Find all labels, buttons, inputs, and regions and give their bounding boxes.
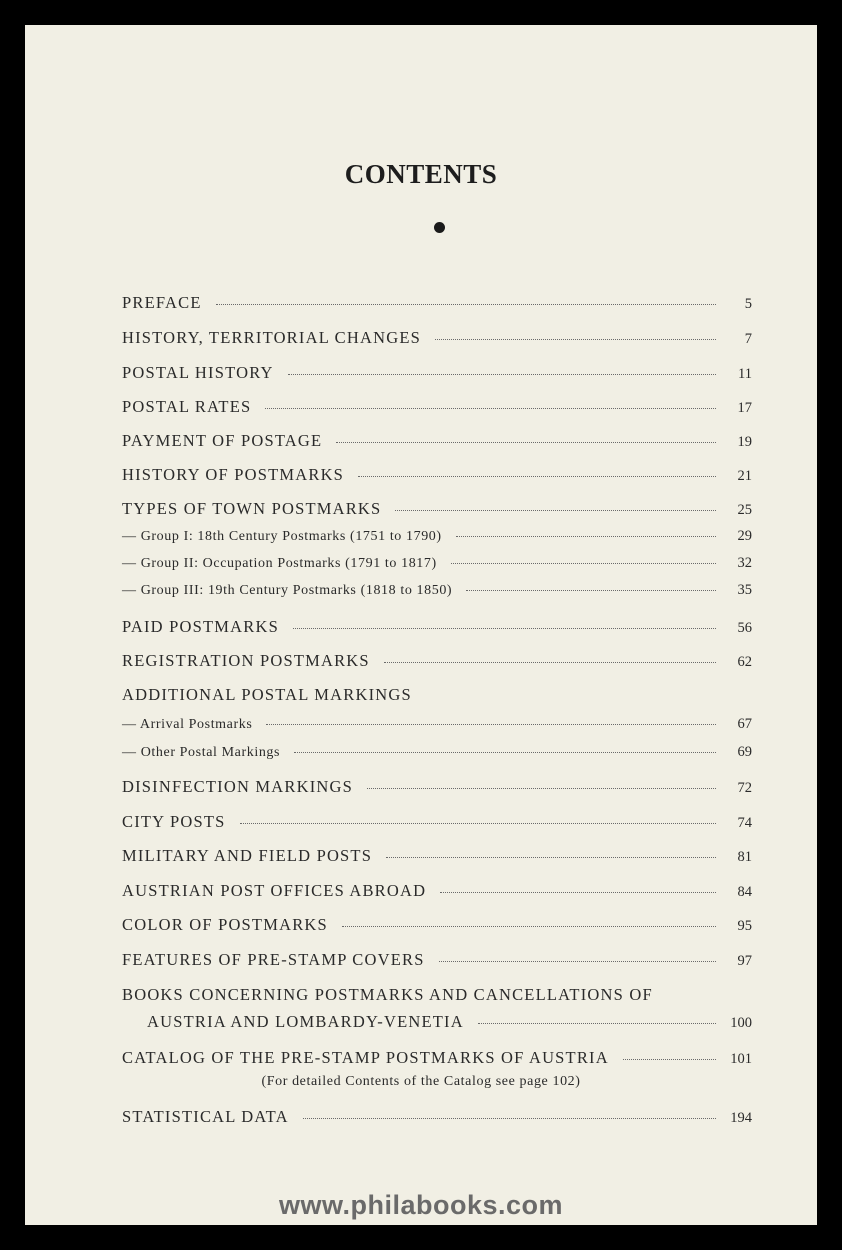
toc-subentry-other-postal-markings <box>122 744 752 761</box>
toc-page-number: 95 <box>737 918 752 934</box>
toc-label: — Other Postal Markings <box>122 745 281 760</box>
toc-page-number: 29 <box>737 528 752 544</box>
website-watermark: www.philabooks.com <box>278 1190 564 1220</box>
dot-leader <box>216 304 716 305</box>
toc-entry-features-of-pre-stamp-covers <box>122 950 752 970</box>
toc-entry-austrian-post-offices-abroad <box>122 881 752 901</box>
toc-label: PAID POSTMARKS <box>122 617 279 636</box>
toc-page-number: 194 <box>730 1110 752 1126</box>
toc-entry-preface <box>122 293 752 313</box>
dot-leader <box>386 857 716 858</box>
toc-label: PREFACE <box>122 293 202 312</box>
toc-label: AUSTRIAN POST OFFICES ABROAD <box>122 881 427 900</box>
toc-label: TYPES OF TOWN POSTMARKS <box>122 499 382 518</box>
toc-entry-color-of-postmarks <box>122 915 752 935</box>
dot-leader <box>395 510 716 511</box>
toc-label: — Group III: 19th Century Postmarks (1818 to 1850) <box>122 583 453 598</box>
toc-page-number: 97 <box>737 953 752 969</box>
dot-leader <box>456 536 716 537</box>
toc-label: FEATURES OF PRE-STAMP COVERS <box>122 950 425 969</box>
dot-leader <box>440 892 716 893</box>
toc-page-number: 100 <box>730 1015 752 1031</box>
book-page <box>25 25 817 1225</box>
dot-leader <box>367 788 716 789</box>
toc-page-number: 32 <box>737 555 752 571</box>
toc-page-number: 7 <box>744 331 752 347</box>
toc-subentry-group-3 <box>122 582 752 599</box>
toc-label: PAYMENT OF POSTAGE <box>122 431 323 450</box>
dot-leader <box>265 408 716 409</box>
toc-entry-postal-rates <box>122 397 752 417</box>
toc-subentry-arrival-postmarks <box>122 716 752 733</box>
toc-page-number: 69 <box>737 744 752 760</box>
table-of-contents <box>25 25 817 1225</box>
toc-label: MILITARY AND FIELD POSTS <box>122 846 373 865</box>
toc-entry-registration-postmarks <box>122 651 752 671</box>
dot-leader <box>266 724 716 725</box>
toc-entry-military-and-field-posts <box>122 846 752 866</box>
toc-entry-postal-history <box>122 363 752 383</box>
dot-leader <box>336 442 716 443</box>
toc-label: POSTAL HISTORY <box>122 363 274 382</box>
toc-page-number: 56 <box>737 620 752 636</box>
toc-entry-additional-postal-markings <box>122 685 752 705</box>
toc-entry-history-of-postmarks <box>122 465 752 485</box>
toc-subentry-group-2 <box>122 555 752 572</box>
toc-page-number: 67 <box>737 716 752 732</box>
dot-leader <box>435 339 716 340</box>
toc-page-number: 84 <box>737 884 752 900</box>
dot-leader <box>451 563 716 564</box>
toc-label: POSTAL RATES <box>122 397 252 416</box>
toc-page-number: 81 <box>737 849 752 865</box>
toc-label: STATISTICAL DATA <box>122 1107 289 1126</box>
toc-entry-city-posts <box>122 812 752 832</box>
toc-label: DISINFECTION MARKINGS <box>122 777 353 796</box>
toc-page-number: 35 <box>737 582 752 598</box>
dot-leader <box>240 823 716 824</box>
toc-entry-austria-and-lombardy-venetia <box>147 1012 752 1032</box>
dot-leader <box>478 1023 716 1024</box>
page-title: CONTENTS <box>344 159 498 189</box>
toc-entry-books-concerning-postmarks <box>122 985 752 1005</box>
toc-label: AUSTRIA AND LOMBARDY-VENETIA <box>147 1012 464 1031</box>
toc-page-number: 19 <box>737 434 752 450</box>
toc-entry-history-territorial-changes <box>122 328 752 348</box>
toc-entry-disinfection-markings <box>122 777 752 797</box>
toc-label: HISTORY OF POSTMARKS <box>122 465 345 484</box>
toc-page-number: 5 <box>744 296 752 312</box>
dot-leader <box>303 1118 716 1119</box>
toc-entry-types-of-town-postmarks <box>122 499 752 519</box>
toc-label: — Group I: 18th Century Postmarks (1751 to 1790) <box>122 529 442 544</box>
toc-label: — Arrival Postmarks <box>122 717 253 732</box>
dot-leader <box>294 752 716 753</box>
toc-label: REGISTRATION POSTMARKS <box>122 651 370 670</box>
dot-leader <box>358 476 716 477</box>
dot-leader <box>439 961 716 962</box>
toc-page-number: 62 <box>737 654 752 670</box>
toc-page-number: 74 <box>737 815 752 831</box>
toc-page-number: 17 <box>737 400 752 416</box>
dot-leader <box>466 590 716 591</box>
dot-leader <box>288 374 716 375</box>
toc-label: HISTORY, TERRITORIAL CHANGES <box>122 328 422 347</box>
toc-page-number: 72 <box>737 780 752 796</box>
toc-entry-catalog-of-pre-stamp-postmarks <box>122 1048 752 1068</box>
dot-leader <box>342 926 716 927</box>
toc-entry-paid-postmarks <box>122 617 752 637</box>
dot-leader <box>384 662 716 663</box>
toc-label: CATALOG OF THE PRE-STAMP POSTMARKS OF AUSTRIA <box>122 1048 609 1067</box>
catalog-note: (For detailed Contents of the Catalog see page 102) <box>261 1074 581 1089</box>
toc-label: CITY POSTS <box>122 812 226 831</box>
toc-subentry-group-1 <box>122 528 752 545</box>
toc-page-number: 25 <box>737 502 752 518</box>
toc-page-number: 21 <box>737 468 752 484</box>
toc-label: BOOKS CONCERNING POSTMARKS AND CANCELLATIONS OF <box>122 985 653 1004</box>
dot-leader <box>623 1059 716 1060</box>
dot-leader <box>293 628 716 629</box>
toc-label: ADDITIONAL POSTAL MARKINGS <box>122 685 412 704</box>
toc-page-number: 11 <box>738 366 752 382</box>
toc-entry-statistical-data <box>122 1107 752 1127</box>
toc-page-number: 101 <box>730 1051 752 1067</box>
toc-label: — Group II: Occupation Postmarks (1791 to 1817) <box>122 556 437 571</box>
toc-entry-payment-of-postage <box>122 431 752 451</box>
toc-label: COLOR OF POSTMARKS <box>122 915 328 934</box>
